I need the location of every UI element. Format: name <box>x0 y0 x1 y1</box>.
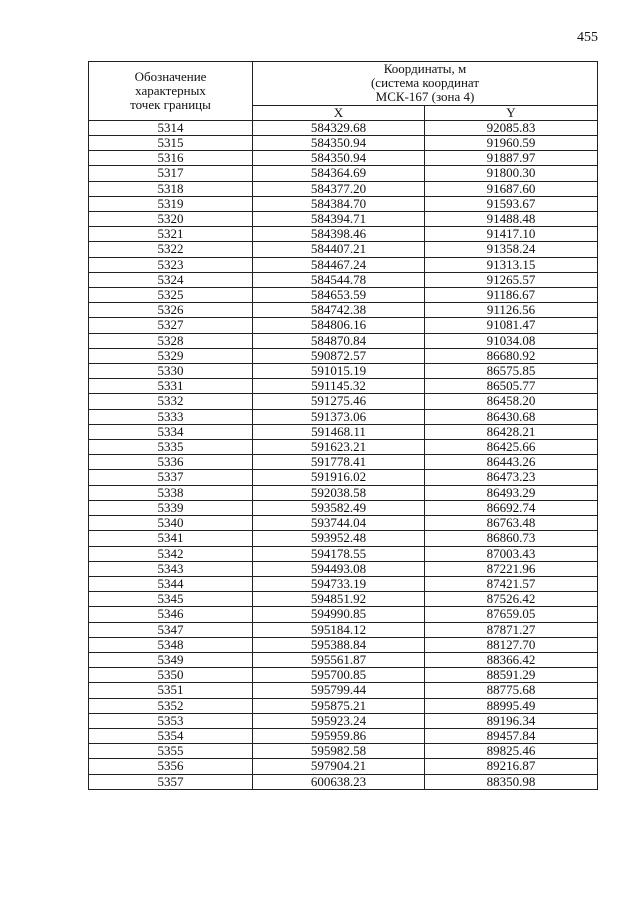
point-id-cell: 5323 <box>89 257 253 272</box>
table-row <box>89 318 598 333</box>
y-coordinate-cell: 91593.67 <box>425 196 598 211</box>
point-id-cell: 5350 <box>89 668 253 683</box>
table-row <box>89 409 598 424</box>
table-body <box>89 120 598 789</box>
y-coordinate-cell: 92085.83 <box>425 120 598 135</box>
table-row <box>89 774 598 789</box>
x-coordinate-cell: 595923.24 <box>253 713 425 728</box>
table-row <box>89 120 598 135</box>
y-coordinate-cell: 88350.98 <box>425 774 598 789</box>
y-coordinate-cell: 91081.47 <box>425 318 598 333</box>
point-id-cell: 5331 <box>89 379 253 394</box>
table-row <box>89 698 598 713</box>
y-coordinate-cell: 87003.43 <box>425 546 598 561</box>
table-row <box>89 759 598 774</box>
point-id-cell: 5322 <box>89 242 253 257</box>
x-coordinate-cell: 595388.84 <box>253 637 425 652</box>
x-coordinate-cell: 600638.23 <box>253 774 425 789</box>
x-coordinate-cell: 584544.78 <box>253 272 425 287</box>
table-row <box>89 728 598 743</box>
table-row <box>89 151 598 166</box>
y-coordinate-cell: 91887.97 <box>425 151 598 166</box>
table-row <box>89 516 598 531</box>
point-id-cell: 5343 <box>89 561 253 576</box>
y-coordinate-cell: 87421.57 <box>425 576 598 591</box>
x-coordinate-cell: 593582.49 <box>253 500 425 515</box>
x-coordinate-cell: 594851.92 <box>253 592 425 607</box>
table-row <box>89 531 598 546</box>
point-id-cell: 5357 <box>89 774 253 789</box>
y-coordinate-cell: 88775.68 <box>425 683 598 698</box>
y-coordinate-cell: 86575.85 <box>425 364 598 379</box>
y-coordinate-cell: 91687.60 <box>425 181 598 196</box>
point-id-cell: 5332 <box>89 394 253 409</box>
y-coordinate-cell: 88591.29 <box>425 668 598 683</box>
point-id-cell: 5345 <box>89 592 253 607</box>
x-coordinate-cell: 591015.19 <box>253 364 425 379</box>
point-id-cell: 5319 <box>89 196 253 211</box>
x-coordinate-cell: 591373.06 <box>253 409 425 424</box>
y-coordinate-cell: 89216.87 <box>425 759 598 774</box>
point-id-cell: 5337 <box>89 470 253 485</box>
point-id-cell: 5317 <box>89 166 253 181</box>
y-coordinate-cell: 86493.29 <box>425 485 598 500</box>
table-row <box>89 652 598 667</box>
table-row <box>89 668 598 683</box>
point-id-cell: 5318 <box>89 181 253 196</box>
table-row <box>89 181 598 196</box>
table-row <box>89 561 598 576</box>
table-row <box>89 683 598 698</box>
x-coordinate-cell: 593952.48 <box>253 531 425 546</box>
y-coordinate-cell: 91417.10 <box>425 227 598 242</box>
y-coordinate-cell: 86428.21 <box>425 424 598 439</box>
table-row <box>89 470 598 485</box>
table-row <box>89 136 598 151</box>
x-coordinate-cell: 595799.44 <box>253 683 425 698</box>
table-row <box>89 196 598 211</box>
y-coordinate-cell: 86430.68 <box>425 409 598 424</box>
table-row <box>89 424 598 439</box>
point-id-cell: 5347 <box>89 622 253 637</box>
point-id-cell: 5349 <box>89 652 253 667</box>
x-coordinate-cell: 584394.71 <box>253 212 425 227</box>
x-coordinate-cell: 584742.38 <box>253 303 425 318</box>
point-id-cell: 5340 <box>89 516 253 531</box>
y-coordinate-cell: 86763.48 <box>425 516 598 531</box>
x-coordinate-cell: 593744.04 <box>253 516 425 531</box>
y-coordinate-cell: 86425.66 <box>425 440 598 455</box>
y-coordinate-cell: 86458.20 <box>425 394 598 409</box>
table-row <box>89 272 598 287</box>
y-coordinate-cell: 91313.15 <box>425 257 598 272</box>
point-id-cell: 5324 <box>89 272 253 287</box>
point-id-cell: 5325 <box>89 288 253 303</box>
point-id-cell: 5314 <box>89 120 253 135</box>
coordinates-table <box>88 61 598 790</box>
y-coordinate-cell: 88366.42 <box>425 652 598 667</box>
table-row <box>89 348 598 363</box>
point-id-cell: 5354 <box>89 728 253 743</box>
x-coordinate-cell: 594990.85 <box>253 607 425 622</box>
y-coordinate-cell: 86505.77 <box>425 379 598 394</box>
y-coordinate-cell: 89825.46 <box>425 744 598 759</box>
x-coordinate-cell: 584870.84 <box>253 333 425 348</box>
x-coordinate-cell: 597904.21 <box>253 759 425 774</box>
x-coordinate-cell: 595184.12 <box>253 622 425 637</box>
table-row <box>89 592 598 607</box>
coordinates-header: Координаты, м (система координат МСК-167 (зона 4) <box>253 62 598 106</box>
y-coordinate-cell: 91800.30 <box>425 166 598 181</box>
x-column-header: X <box>253 105 425 120</box>
table-row <box>89 364 598 379</box>
table-row <box>89 394 598 409</box>
table-row <box>89 637 598 652</box>
y-coordinate-cell: 91126.56 <box>425 303 598 318</box>
y-coordinate-cell: 91034.08 <box>425 333 598 348</box>
point-id-cell: 5328 <box>89 333 253 348</box>
x-coordinate-cell: 594493.08 <box>253 561 425 576</box>
x-coordinate-cell: 584350.94 <box>253 136 425 151</box>
table-row <box>89 713 598 728</box>
y-coordinate-cell: 91265.57 <box>425 272 598 287</box>
table-row <box>89 546 598 561</box>
point-id-cell: 5338 <box>89 485 253 500</box>
y-coordinate-cell: 86443.26 <box>425 455 598 470</box>
y-coordinate-cell: 87659.05 <box>425 607 598 622</box>
point-id-cell: 5342 <box>89 546 253 561</box>
point-id-cell: 5351 <box>89 683 253 698</box>
point-id-cell: 5316 <box>89 151 253 166</box>
x-coordinate-cell: 595700.85 <box>253 668 425 683</box>
x-coordinate-cell: 595959.86 <box>253 728 425 743</box>
y-coordinate-cell: 89457.84 <box>425 728 598 743</box>
x-coordinate-cell: 590872.57 <box>253 348 425 363</box>
x-coordinate-cell: 591916.02 <box>253 470 425 485</box>
x-coordinate-cell: 591623.21 <box>253 440 425 455</box>
table-row <box>89 242 598 257</box>
table-row <box>89 303 598 318</box>
x-coordinate-cell: 591778.41 <box>253 455 425 470</box>
point-id-cell: 5315 <box>89 136 253 151</box>
x-coordinate-cell: 595561.87 <box>253 652 425 667</box>
point-id-cell: 5333 <box>89 409 253 424</box>
x-coordinate-cell: 584350.94 <box>253 151 425 166</box>
point-id-cell: 5329 <box>89 348 253 363</box>
point-column-header: Обозначение характерных точек границы <box>89 62 253 121</box>
x-coordinate-cell: 595875.21 <box>253 698 425 713</box>
table-row <box>89 485 598 500</box>
y-coordinate-cell: 91960.59 <box>425 136 598 151</box>
x-coordinate-cell: 592038.58 <box>253 485 425 500</box>
y-coordinate-cell: 87526.42 <box>425 592 598 607</box>
table-row <box>89 227 598 242</box>
table-row <box>89 212 598 227</box>
point-id-cell: 5356 <box>89 759 253 774</box>
x-coordinate-cell: 584384.70 <box>253 196 425 211</box>
table-row <box>89 257 598 272</box>
x-coordinate-cell: 591468.11 <box>253 424 425 439</box>
y-coordinate-cell: 91186.67 <box>425 288 598 303</box>
point-id-cell: 5352 <box>89 698 253 713</box>
y-column-header: Y <box>425 105 598 120</box>
table-row <box>89 333 598 348</box>
point-id-cell: 5327 <box>89 318 253 333</box>
table-row <box>89 622 598 637</box>
y-coordinate-cell: 91358.24 <box>425 242 598 257</box>
point-id-cell: 5336 <box>89 455 253 470</box>
x-coordinate-cell: 584467.24 <box>253 257 425 272</box>
table-row <box>89 379 598 394</box>
point-id-cell: 5320 <box>89 212 253 227</box>
x-coordinate-cell: 584329.68 <box>253 120 425 135</box>
y-coordinate-cell: 91488.48 <box>425 212 598 227</box>
point-id-cell: 5321 <box>89 227 253 242</box>
y-coordinate-cell: 89196.34 <box>425 713 598 728</box>
x-coordinate-cell: 595982.58 <box>253 744 425 759</box>
table-row <box>89 455 598 470</box>
point-id-cell: 5334 <box>89 424 253 439</box>
point-id-cell: 5326 <box>89 303 253 318</box>
x-coordinate-cell: 594178.55 <box>253 546 425 561</box>
table-row <box>89 744 598 759</box>
y-coordinate-cell: 88995.49 <box>425 698 598 713</box>
point-id-cell: 5339 <box>89 500 253 515</box>
x-coordinate-cell: 584364.69 <box>253 166 425 181</box>
point-id-cell: 5348 <box>89 637 253 652</box>
table-row <box>89 288 598 303</box>
table-row <box>89 576 598 591</box>
y-coordinate-cell: 86860.73 <box>425 531 598 546</box>
table-row <box>89 500 598 515</box>
x-coordinate-cell: 591275.46 <box>253 394 425 409</box>
point-id-cell: 5335 <box>89 440 253 455</box>
table-row <box>89 440 598 455</box>
table-row <box>89 166 598 181</box>
table-row <box>89 607 598 622</box>
page-number: 455 <box>577 30 598 45</box>
point-id-cell: 5353 <box>89 713 253 728</box>
y-coordinate-cell: 86473.23 <box>425 470 598 485</box>
x-coordinate-cell: 584377.20 <box>253 181 425 196</box>
x-coordinate-cell: 584653.59 <box>253 288 425 303</box>
point-id-cell: 5330 <box>89 364 253 379</box>
x-coordinate-cell: 594733.19 <box>253 576 425 591</box>
x-coordinate-cell: 591145.32 <box>253 379 425 394</box>
point-id-cell: 5346 <box>89 607 253 622</box>
x-coordinate-cell: 584407.21 <box>253 242 425 257</box>
x-coordinate-cell: 584398.46 <box>253 227 425 242</box>
x-coordinate-cell: 584806.16 <box>253 318 425 333</box>
point-id-cell: 5355 <box>89 744 253 759</box>
y-coordinate-cell: 87221.96 <box>425 561 598 576</box>
y-coordinate-cell: 88127.70 <box>425 637 598 652</box>
y-coordinate-cell: 87871.27 <box>425 622 598 637</box>
y-coordinate-cell: 86680.92 <box>425 348 598 363</box>
point-id-cell: 5344 <box>89 576 253 591</box>
y-coordinate-cell: 86692.74 <box>425 500 598 515</box>
point-id-cell: 5341 <box>89 531 253 546</box>
